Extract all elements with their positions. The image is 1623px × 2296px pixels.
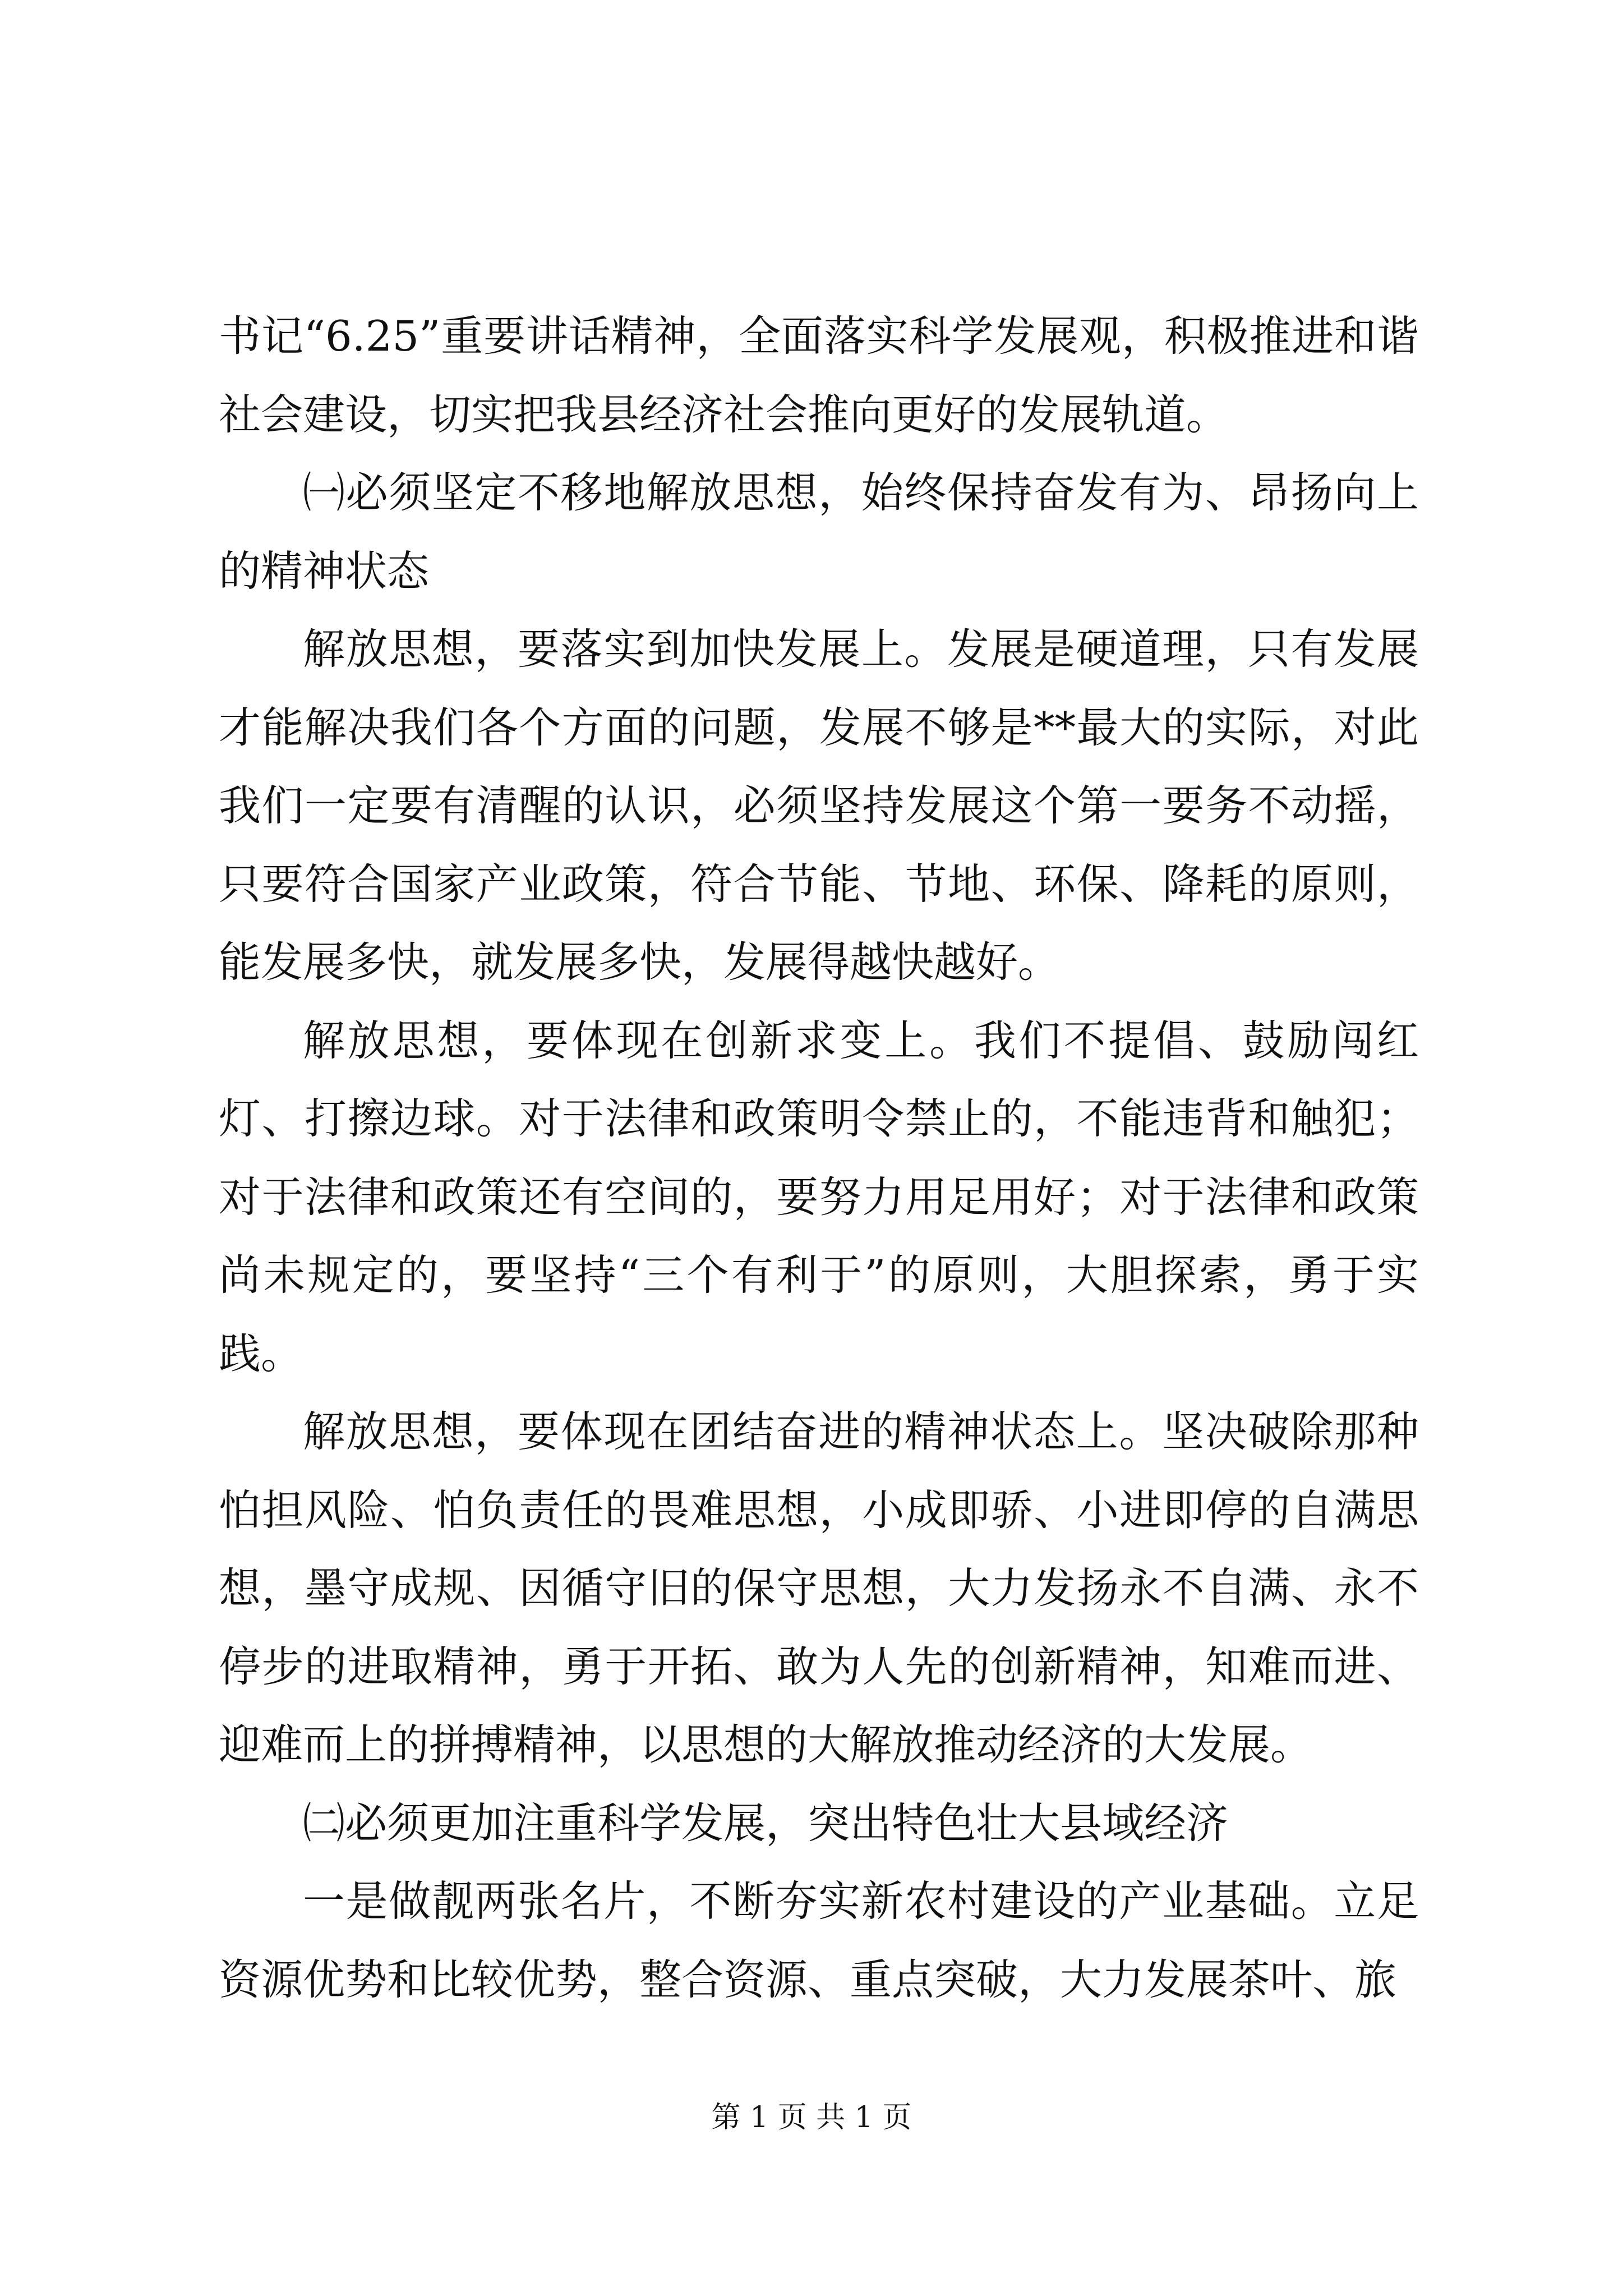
paragraph-continuation: 书记“6.25”重要讲话精神，全面落实科学发展观，积极推进和谐社会建设，切实把我县经济社会推向更好的发展轨道。 xyxy=(219,311,1419,439)
page-footer: 第 1 页 共 1 页 xyxy=(711,2101,912,2134)
section-heading-1: ㈠必须坚定不移地解放思想，始终保持奋发有为、昂扬向上的精神状态 xyxy=(219,468,1419,596)
document-body xyxy=(219,297,1419,2019)
section-heading-2: ㈡必须更加注重科学发展，突出特色壮大县域经济 xyxy=(303,1798,1229,1848)
paragraph-develop: 解放思想，要落实到加快发展上。发展是硬道理，只有发展才能解决我们各个方面的问题，发展不够是**最大的实际，对此我们一定要有清醒的认识，必须坚持发展这个第一要务不动摇，只要符合国家产业政策，符合节能、节地、环保、降耗的原则，能发展多快，就发展多快，发展得越快越好。 xyxy=(219,624,1419,987)
paragraph-name-cards: 一是做靓两张名片，不断夯实新农村建设的产业基础。立足资源优势和比较优势，整合资源、重点突破，大力发展茶叶、旅 xyxy=(219,1876,1419,2004)
paragraph-innovate: 解放思想，要体现在创新求变上。我们不提倡、鼓励闯红灯、打擦边球。对于法律和政策明令禁止的，不能违背和触犯；对于法律和政策还有空间的，要努力用足用好；对于法律和政策尚未规定的，要坚持“三个有利于”的原则，大胆探索，勇于实践。 xyxy=(219,1015,1419,1378)
paragraph-spirit: 解放思想，要体现在团结奋进的精神状态上。坚决破除那种怕担风险、怕负责任的畏难思想，小成即骄、小进即停的自满思想，墨守成规、因循守旧的保守思想，大力发扬永不自满、永不停步的进取精神，勇于开拓、敢为人先的创新精神，知难而进、迎难而上的拼搏精神，以思想的大解放推动经济的大发展。 xyxy=(219,1407,1419,1769)
